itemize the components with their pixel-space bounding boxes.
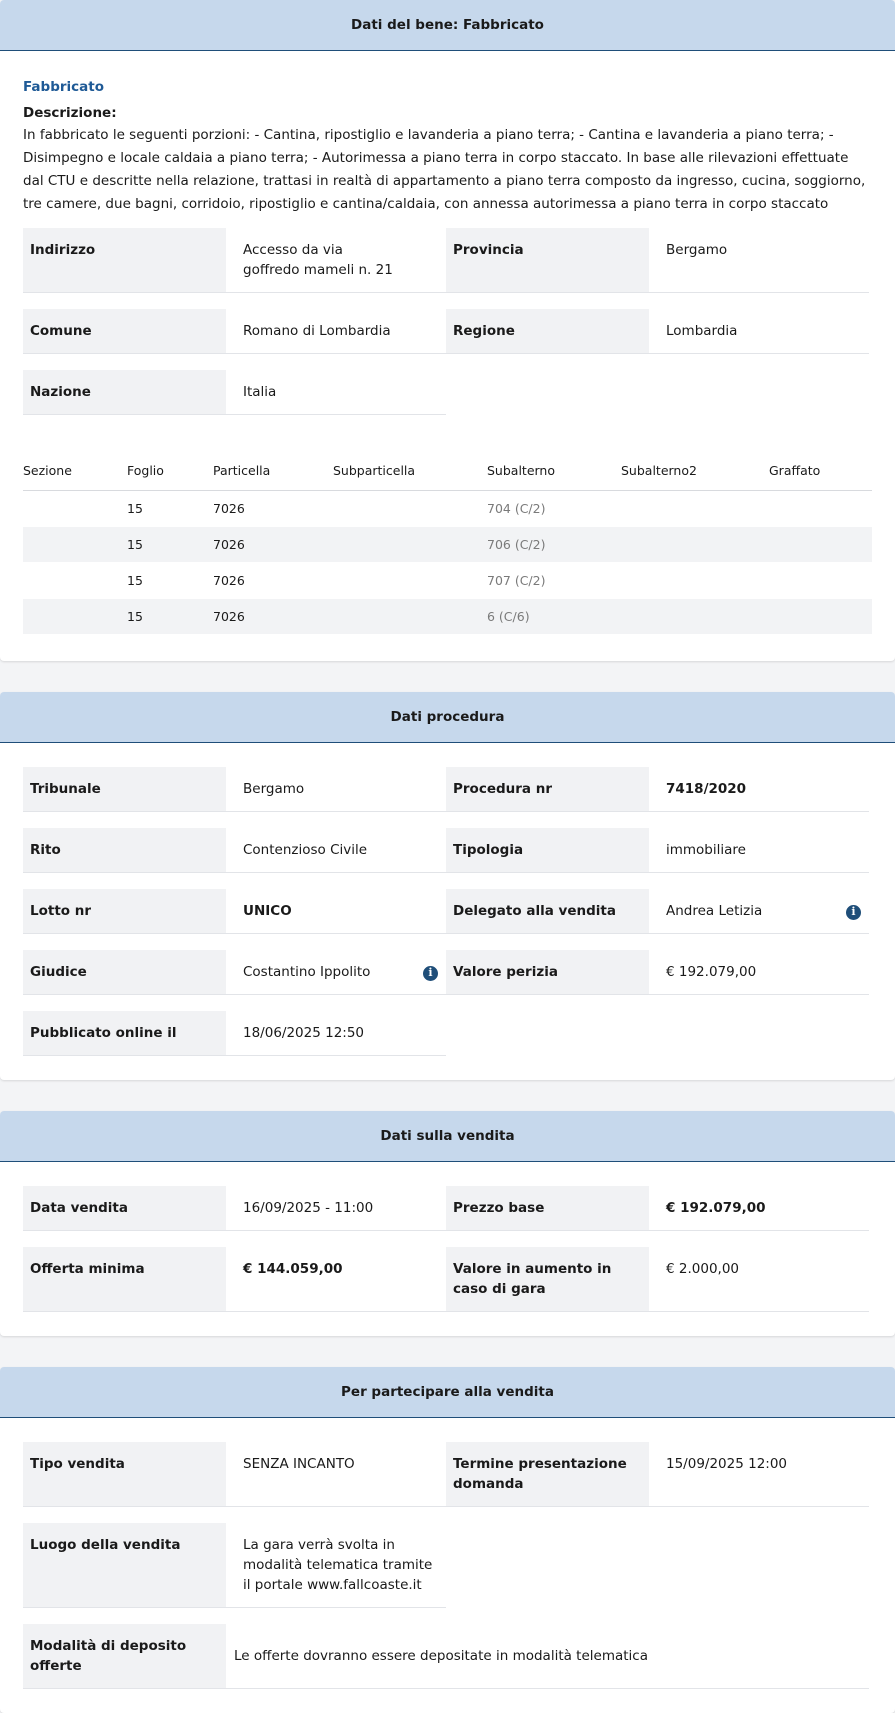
procedura-header: Dati procedura bbox=[0, 692, 895, 743]
cell-particella: 7026 bbox=[213, 563, 333, 599]
termine-label: Termine presentazione domanda bbox=[446, 1442, 649, 1507]
offerta-minima-value bbox=[226, 1247, 446, 1312]
description-label: Descrizione: bbox=[23, 105, 117, 121]
rito-value bbox=[226, 828, 446, 873]
bene-card bbox=[0, 0, 895, 661]
cell-subalterno2 bbox=[621, 527, 769, 563]
comune-text: Romano di Lombardia bbox=[243, 323, 391, 339]
cell-foglio: 15 bbox=[127, 563, 213, 599]
cell-subparticella bbox=[333, 599, 487, 635]
luogo-value bbox=[226, 1523, 446, 1608]
regione-text: Lombardia bbox=[666, 323, 738, 339]
col-particella: Particella bbox=[213, 451, 333, 491]
indirizzo-label: Indirizzo bbox=[23, 228, 226, 293]
cell-graffato bbox=[769, 563, 872, 599]
bene-details-grid bbox=[23, 228, 872, 431]
valore-perizia-label: Valore perizia bbox=[446, 950, 649, 995]
giudice-text: Costantino Ippolito bbox=[243, 964, 371, 980]
prezzo-base-text: € 192.079,00 bbox=[666, 1200, 766, 1216]
cell-graffato bbox=[769, 599, 872, 635]
cell-subalterno2 bbox=[621, 491, 769, 527]
regione-label: Regione bbox=[446, 309, 649, 354]
vendita-grid bbox=[23, 1186, 872, 1328]
lotto-value bbox=[226, 889, 446, 934]
cell-foglio: 15 bbox=[127, 527, 213, 563]
info-icon[interactable]: i bbox=[846, 905, 861, 920]
tipo-vendita-label: Tipo vendita bbox=[23, 1442, 226, 1507]
cell-subparticella bbox=[333, 527, 487, 563]
nazione-value bbox=[226, 370, 446, 415]
tipologia-text: immobiliare bbox=[666, 842, 746, 858]
tipo-vendita-text: SENZA INCANTO bbox=[243, 1456, 355, 1472]
giudice-label: Giudice bbox=[23, 950, 226, 995]
vendita-card bbox=[0, 1111, 895, 1336]
prezzo-base-label: Prezzo base bbox=[446, 1186, 649, 1231]
grid-spacer bbox=[649, 370, 869, 415]
col-sezione: Sezione bbox=[23, 451, 127, 491]
procedura-nr-text: 7418/2020 bbox=[666, 781, 747, 797]
cell-subalterno: 706 (C/2) bbox=[487, 527, 621, 563]
info-icon[interactable]: i bbox=[423, 966, 438, 981]
nazione-label: Nazione bbox=[23, 370, 226, 415]
pubblicato-label: Pubblicato online il bbox=[23, 1011, 226, 1056]
cell-sezione bbox=[23, 563, 127, 599]
partecipare-header: Per partecipare alla vendita bbox=[0, 1367, 895, 1418]
table-row bbox=[23, 527, 872, 563]
catasto-table bbox=[23, 451, 872, 635]
data-vendita-text: 16/09/2025 - 11:00 bbox=[243, 1200, 374, 1216]
description-text: In fabbricato le seguenti porzioni: - Cantina, ripostiglio e lavanderia a piano terra; - Cantina e lavanderia a piano terra; - Disimpegno e locale caldaia a piano terra; - Autorimessa a piano terra in corpo staccato. In base alle rilevazioni effettuate dal CTU e descritte nella relazione, trattasi in realtà di appartamento a piano terra composto da ingresso, cucina, soggiorno, tre camere, due bagni, corridoio, ripostiglio e cantina/caldaia, con annessa autorimessa a piano terra in corpo staccato bbox=[23, 127, 866, 212]
pubblicato-value bbox=[226, 1011, 446, 1056]
bene-subtitle: Fabbricato bbox=[23, 79, 104, 95]
delegato-text: Andrea Letizia bbox=[666, 903, 763, 919]
valore-perizia-value bbox=[649, 950, 869, 995]
cell-sezione bbox=[23, 527, 127, 563]
data-vendita-label: Data vendita bbox=[23, 1186, 226, 1231]
cell-subalterno: 704 (C/2) bbox=[487, 491, 621, 527]
indirizzo-value bbox=[226, 228, 446, 293]
grid-spacer bbox=[446, 1011, 649, 1056]
cell-foglio: 15 bbox=[127, 491, 213, 527]
vendita-header: Dati sulla vendita bbox=[0, 1111, 895, 1162]
table-row bbox=[23, 563, 872, 599]
tribunale-text: Bergamo bbox=[243, 781, 305, 797]
modalita-text: Le offerte dovranno essere depositate in modalità telematica bbox=[234, 1648, 648, 1664]
col-foglio: Foglio bbox=[127, 451, 213, 491]
luogo-label: Luogo della vendita bbox=[23, 1523, 226, 1608]
catasto-header-row bbox=[23, 451, 872, 491]
valore-aumento-label: Valore in aumento in caso di gara bbox=[446, 1247, 649, 1312]
procedura-grid bbox=[23, 767, 872, 1072]
provincia-value bbox=[649, 228, 869, 293]
data-vendita-value bbox=[226, 1186, 446, 1231]
modalita-label: Modalità di deposito offerte bbox=[23, 1624, 226, 1689]
cell-subparticella bbox=[333, 491, 487, 527]
cell-particella: 7026 bbox=[213, 527, 333, 563]
prezzo-base-value bbox=[649, 1186, 869, 1231]
cell-particella: 7026 bbox=[213, 599, 333, 635]
cell-graffato bbox=[769, 527, 872, 563]
lotto-text: UNICO bbox=[243, 903, 292, 919]
regione-value bbox=[649, 309, 869, 354]
col-subalterno: Subalterno bbox=[487, 451, 621, 491]
valore-aumento-value bbox=[649, 1247, 869, 1312]
table-row bbox=[23, 491, 872, 527]
procedura-card bbox=[0, 692, 895, 1080]
modalita-value bbox=[226, 1624, 869, 1689]
delegato-value bbox=[649, 889, 869, 934]
valore-perizia-text: € 192.079,00 bbox=[666, 964, 757, 980]
provincia-text: Bergamo bbox=[666, 242, 728, 258]
comune-value bbox=[226, 309, 446, 354]
grid-spacer bbox=[446, 1523, 649, 1608]
termine-text: 15/09/2025 12:00 bbox=[666, 1456, 788, 1472]
rito-label: Rito bbox=[23, 828, 226, 873]
tribunale-label: Tribunale bbox=[23, 767, 226, 812]
cell-subalterno2 bbox=[621, 563, 769, 599]
cell-sezione bbox=[23, 599, 127, 635]
cell-subalterno: 6 (C/6) bbox=[487, 599, 621, 635]
tipologia-label: Tipologia bbox=[446, 828, 649, 873]
offerta-minima-text: € 144.059,00 bbox=[243, 1261, 343, 1277]
luogo-text: La gara verrà svolta in modalità telematica tramite il portale www.fallcoaste.it bbox=[243, 1537, 433, 1593]
cell-subalterno: 707 (C/2) bbox=[487, 563, 621, 599]
grid-spacer bbox=[649, 1011, 869, 1056]
valore-aumento-text: € 2.000,00 bbox=[666, 1261, 739, 1277]
giudice-value bbox=[226, 950, 446, 995]
comune-label: Comune bbox=[23, 309, 226, 354]
grid-spacer bbox=[446, 370, 649, 415]
tipo-vendita-value bbox=[226, 1442, 446, 1507]
partecipare-grid bbox=[23, 1442, 872, 1705]
col-graffato: Graffato bbox=[769, 451, 872, 491]
cell-foglio: 15 bbox=[127, 599, 213, 635]
col-subalterno2: Subalterno2 bbox=[621, 451, 769, 491]
grid-spacer bbox=[649, 1523, 869, 1608]
bene-header: Dati del bene: Fabbricato bbox=[0, 0, 895, 51]
tribunale-value bbox=[226, 767, 446, 812]
cell-sezione bbox=[23, 491, 127, 527]
cell-particella: 7026 bbox=[213, 491, 333, 527]
termine-value bbox=[649, 1442, 869, 1507]
table-row bbox=[23, 599, 872, 635]
lotto-label: Lotto nr bbox=[23, 889, 226, 934]
offerta-minima-label: Offerta minima bbox=[23, 1247, 226, 1312]
cell-graffato bbox=[769, 491, 872, 527]
col-subparticella: Subparticella bbox=[333, 451, 487, 491]
nazione-text: Italia bbox=[243, 384, 277, 400]
procedura-nr-label: Procedura nr bbox=[446, 767, 649, 812]
delegato-label: Delegato alla vendita bbox=[446, 889, 649, 934]
cell-subparticella bbox=[333, 563, 487, 599]
tipologia-value bbox=[649, 828, 869, 873]
partecipare-card bbox=[0, 1367, 895, 1713]
procedura-nr-value bbox=[649, 767, 869, 812]
rito-text: Contenzioso Civile bbox=[243, 842, 368, 858]
pubblicato-text: 18/06/2025 12:50 bbox=[243, 1025, 365, 1041]
indirizzo-text: Accesso da via goffredo mameli n. 21 bbox=[243, 242, 393, 278]
provincia-label: Provincia bbox=[446, 228, 649, 293]
cell-subalterno2 bbox=[621, 599, 769, 635]
